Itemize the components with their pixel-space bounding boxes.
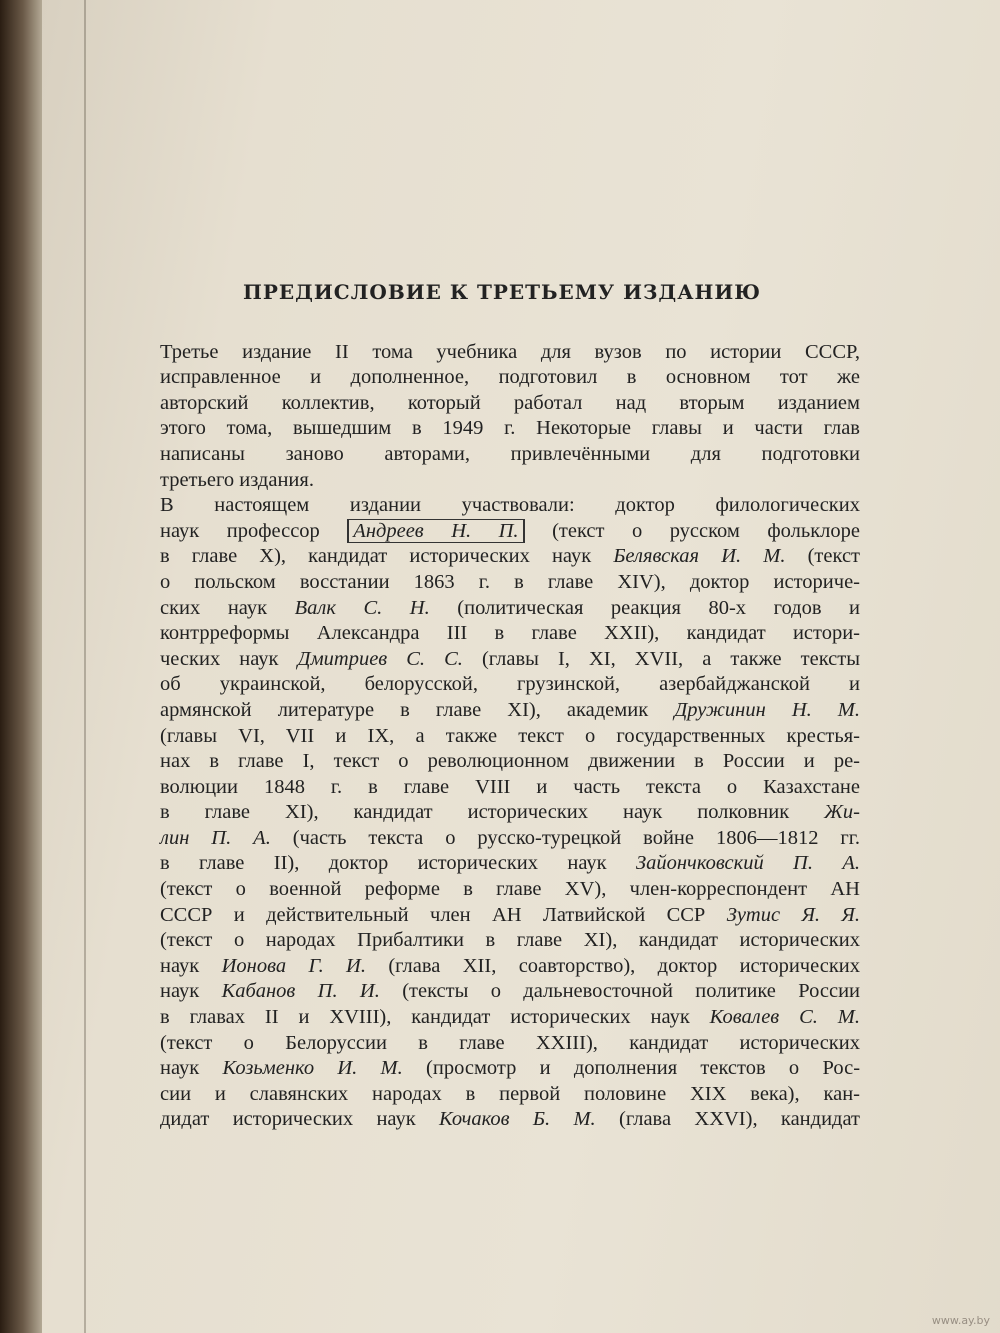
text: в главе XI), кандидат исторических наук полковник xyxy=(160,801,790,824)
text-line: (текст о народах Прибалтики в главе XI), кандидат исторических xyxy=(160,929,860,952)
text: армянской литературе в главе XI), академик xyxy=(160,698,649,721)
author-name: Ионова Г. И. xyxy=(221,954,366,977)
author-name: Козьменко И. М. xyxy=(222,1057,403,1080)
text-line: Третье издание II тома учебника для вузов по истории СССР, xyxy=(160,340,860,363)
text: (часть текста о русско-турецкой войне 1806—1812 гг. xyxy=(292,826,861,849)
site-watermark: www.ay.by xyxy=(931,1314,990,1327)
text: (главы I, XI, XVII, а также тексты xyxy=(481,647,860,670)
text-line xyxy=(130,1056,860,1082)
text-line xyxy=(130,1005,860,1031)
author-name: Дружинин Н. М. xyxy=(674,698,861,721)
text: (глава XXVI), кандидат xyxy=(619,1108,861,1131)
text-line xyxy=(130,954,860,980)
text-line: третьего издания. xyxy=(160,468,314,491)
page-title: ПРЕДИСЛОВИЕ К ТРЕТЬЕМУ ИЗДАНИЮ xyxy=(242,280,762,304)
author-name: Белявская И. М. xyxy=(613,545,786,568)
text-line: этого тома, вышедшим в 1949 г. Некоторые главы и части глав xyxy=(160,417,860,440)
text-line: контрреформы Александра III в главе XXII), кандидат истори- xyxy=(160,622,860,645)
text-line xyxy=(130,596,860,622)
text-line xyxy=(130,698,860,724)
author-name: Зайончковский П. А. xyxy=(635,852,860,875)
text-line: (текст о военной реформе в главе XV), член-корреспондент АН xyxy=(160,878,860,901)
text: (текст о русском фольклоре xyxy=(552,519,860,542)
text-line xyxy=(130,826,860,852)
text-line xyxy=(130,519,860,545)
text: дидат исторических наук xyxy=(160,1108,416,1131)
text: СССР и действительный член АН Латвийской ССР xyxy=(160,903,706,926)
text-line xyxy=(130,1107,860,1133)
text: (просмотр и дополнения текстов о Рос- xyxy=(426,1057,861,1080)
text-line: (текст о Белоруссии в главе XXIII), кандидат исторических xyxy=(160,1031,860,1054)
text: ческих наук xyxy=(160,647,279,670)
text-line: (главы VI, VII и IX, а также текст о государственных крестья- xyxy=(160,724,860,747)
text: (текст xyxy=(807,545,861,568)
text-line: об украинской, белорусской, грузинской, азербайджанской и xyxy=(160,673,860,696)
text: (глава XII, соавторство), доктор исторических xyxy=(388,954,860,977)
text: ских наук xyxy=(160,596,268,619)
paragraph-1 xyxy=(130,340,860,494)
text: (политическая реакция 80-х годов и xyxy=(457,596,861,619)
text-line: нах в главе I, текст о революционном движении в России и ре- xyxy=(160,750,860,773)
text-line xyxy=(130,647,860,673)
book-spine-edge xyxy=(0,0,42,1333)
page-fold xyxy=(84,0,86,1333)
text: в главах II и XVIII), кандидат исторических наук xyxy=(160,1006,690,1029)
author-name: Зутис Я. Я. xyxy=(726,903,860,926)
text: наук xyxy=(160,1057,200,1080)
text-line: сии и славянских народах в первой половине XIX века), кан- xyxy=(160,1082,860,1105)
text-line: волюции 1848 г. в главе VIII и часть текста о Казахстане xyxy=(160,775,860,798)
text-line xyxy=(130,544,860,570)
text: наук xyxy=(160,954,200,977)
text: наук xyxy=(160,980,200,1003)
author-name: Ковалев С. М. xyxy=(709,1006,860,1029)
author-name: Кабанов П. И. xyxy=(221,980,380,1003)
author-name: лин П. А. xyxy=(160,826,271,849)
author-name-boxed: Андреев Н. П. xyxy=(347,519,524,543)
text-block xyxy=(130,280,860,1133)
paragraph-2 xyxy=(130,493,860,1133)
author-name: Дмитриев С. С. xyxy=(297,647,463,670)
text: в главе II), доктор исторических наук xyxy=(160,852,607,875)
text-line xyxy=(130,979,860,1005)
author-name: Кочаков Б. М. xyxy=(439,1108,596,1131)
text-line: исправленное и дополненное, подготовил в основном тот же xyxy=(160,366,860,389)
text-line xyxy=(130,851,860,877)
text-line: написаны заново авторами, привлечёнными для подготовки xyxy=(160,442,860,465)
text-line: авторский коллектив, который работал над вторым изданием xyxy=(160,391,860,414)
text: наук профессор xyxy=(160,519,320,542)
author-name: Валк С. Н. xyxy=(294,596,430,619)
text-line xyxy=(130,800,860,826)
author-name: Жи- xyxy=(824,801,860,824)
text-line: В настоящем издании участвовали: доктор филологических xyxy=(160,494,860,517)
text: в главе X), кандидат исторических наук xyxy=(160,545,592,568)
text: (тексты о дальневосточной политике России xyxy=(402,980,861,1003)
text-line xyxy=(130,903,860,929)
text-line: о польском восстании 1863 г. в главе XIV), доктор историче- xyxy=(160,570,860,593)
